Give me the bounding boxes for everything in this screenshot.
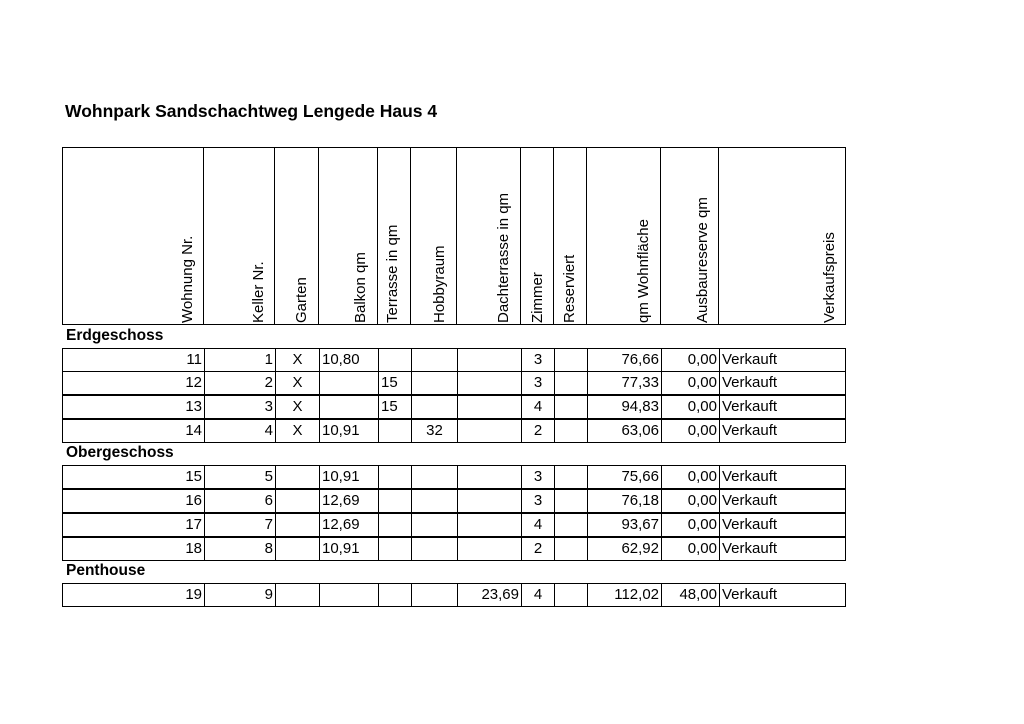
- table-cell: [319, 396, 378, 418]
- table-cell: Verkauft: [719, 396, 847, 418]
- table-row: [62, 513, 846, 537]
- table-cell: X: [275, 420, 319, 442]
- table-row: [62, 537, 846, 561]
- header-divider: [377, 147, 378, 325]
- table-cell: 18: [185, 540, 202, 557]
- table-cell: 32: [411, 420, 457, 442]
- table-cell: X: [275, 349, 319, 371]
- table-cell: 23,69: [457, 584, 521, 606]
- table-cell: 10,91: [319, 466, 378, 488]
- table-cell: 19: [185, 586, 202, 603]
- table-cell: 5: [204, 466, 275, 488]
- table-cell: [411, 538, 457, 560]
- table-cell: 0,00: [661, 538, 719, 560]
- table-cell: 4: [204, 420, 275, 442]
- table-cell: 4: [521, 514, 554, 536]
- table-cell: [411, 396, 457, 418]
- table-cell: [411, 349, 457, 371]
- column-header: Zimmer: [529, 272, 546, 323]
- table-cell: 14: [185, 422, 202, 439]
- table-cell: [378, 349, 411, 371]
- column-header: Verkaufspreis: [821, 232, 838, 323]
- table-cell: 112,02: [587, 584, 661, 606]
- table-cell: 2: [521, 538, 554, 560]
- table-cell: 2: [521, 420, 554, 442]
- table-cell: X: [275, 396, 319, 418]
- column-header: Hobbyraum: [431, 245, 448, 323]
- table-cell: [411, 490, 457, 512]
- table-cell: 12,69: [319, 490, 378, 512]
- section-heading: Penthouse: [66, 562, 146, 579]
- header-divider: [553, 147, 554, 325]
- table-cell: [378, 466, 411, 488]
- column-header: Keller Nr.: [250, 261, 267, 323]
- table-cell: [554, 396, 587, 418]
- table-cell: 62,92: [587, 538, 661, 560]
- table-cell: 12: [185, 374, 202, 391]
- column-header: Terrasse in qm: [384, 224, 401, 323]
- column-header: Wohnung Nr.: [179, 235, 196, 323]
- table-cell: [554, 514, 587, 536]
- table-cell: 10,91: [319, 538, 378, 560]
- table-cell: 12,69: [319, 514, 378, 536]
- table-cell: 0,00: [661, 396, 719, 418]
- table-row: [62, 371, 846, 395]
- table-cell: 17: [185, 516, 202, 533]
- table-cell: 1: [204, 349, 275, 371]
- table-cell: Verkauft: [719, 490, 847, 512]
- table-cell: [319, 584, 378, 606]
- table-cell: 0,00: [661, 514, 719, 536]
- table-cell: 15: [185, 468, 202, 485]
- table-cell: 0,00: [661, 466, 719, 488]
- table-row: [62, 348, 846, 372]
- page-title: Wohnpark Sandschachtweg Lengede Haus 4: [65, 101, 438, 121]
- table-cell: [457, 538, 521, 560]
- table-cell: Verkauft: [719, 420, 847, 442]
- table-cell: 8: [204, 538, 275, 560]
- column-header: qm Wohnfläche: [635, 219, 652, 323]
- table-cell: Verkauft: [719, 349, 847, 371]
- table-cell: 10,80: [319, 349, 378, 371]
- column-header: Reserviert: [561, 254, 578, 323]
- header-divider: [520, 147, 521, 325]
- table-cell: [554, 372, 587, 394]
- table-cell: Verkauft: [719, 514, 847, 536]
- column-header: Balkon qm: [352, 252, 369, 323]
- table-cell: [457, 466, 521, 488]
- table-cell: 0,00: [661, 349, 719, 371]
- table-cell: 77,33: [587, 372, 661, 394]
- table-cell: 0,00: [661, 372, 719, 394]
- table-cell: [554, 420, 587, 442]
- header-divider: [203, 147, 204, 325]
- table-cell: 7: [204, 514, 275, 536]
- table-cell: 75,66: [587, 466, 661, 488]
- table-cell: 48,00: [661, 584, 719, 606]
- table-cell: 9: [204, 584, 275, 606]
- header-divider: [660, 147, 661, 325]
- table-cell: [554, 538, 587, 560]
- table-cell: [275, 514, 319, 536]
- table-cell: 0,00: [661, 420, 719, 442]
- table-cell: Verkauft: [719, 538, 847, 560]
- table-row: [62, 419, 846, 443]
- table-cell: 4: [521, 584, 554, 606]
- table-cell: 93,67: [587, 514, 661, 536]
- section-heading: Erdgeschoss: [66, 327, 164, 344]
- table-cell: [378, 420, 411, 442]
- table-cell: [411, 584, 457, 606]
- table-row: [62, 465, 846, 489]
- table-cell: [457, 490, 521, 512]
- table-cell: [457, 372, 521, 394]
- table-cell: 4: [521, 396, 554, 418]
- header-divider: [718, 147, 719, 325]
- table-cell: Verkauft: [719, 372, 847, 394]
- table-cell: 3: [521, 372, 554, 394]
- table-cell: 10,91: [319, 420, 378, 442]
- table-row: [62, 583, 846, 607]
- header-divider: [274, 147, 275, 325]
- table-cell: [411, 514, 457, 536]
- table-cell: [275, 584, 319, 606]
- table-cell: 3: [204, 396, 275, 418]
- table-cell: 76,66: [587, 349, 661, 371]
- table-cell: 63,06: [587, 420, 661, 442]
- table-cell: Verkauft: [719, 584, 847, 606]
- table-row: [62, 395, 846, 419]
- header-divider: [318, 147, 319, 325]
- section-heading: Obergeschoss: [66, 444, 174, 461]
- table-cell: [275, 538, 319, 560]
- table-cell: [457, 396, 521, 418]
- table-cell: [411, 466, 457, 488]
- table-cell: Verkauft: [719, 466, 847, 488]
- table-cell: 15: [378, 372, 411, 394]
- table-cell: [457, 514, 521, 536]
- table-cell: [378, 538, 411, 560]
- table-cell: 15: [378, 396, 411, 418]
- table-cell: 3: [521, 466, 554, 488]
- header-divider: [410, 147, 411, 325]
- table-cell: 2: [204, 372, 275, 394]
- table-cell: [457, 349, 521, 371]
- table-cell: [275, 466, 319, 488]
- header-divider: [586, 147, 587, 325]
- table-cell: [554, 466, 587, 488]
- table-cell: [378, 514, 411, 536]
- table-cell: 6: [204, 490, 275, 512]
- table-cell: X: [275, 372, 319, 394]
- table-cell: 16: [185, 492, 202, 509]
- table-cell: [411, 372, 457, 394]
- table-cell: [554, 349, 587, 371]
- table-cell: [378, 490, 411, 512]
- table-cell: [554, 490, 587, 512]
- column-header: Garten: [293, 277, 310, 323]
- table-cell: [554, 584, 587, 606]
- column-header: Ausbaureserve qm: [694, 197, 711, 323]
- column-header: Dachterrasse in qm: [495, 192, 512, 323]
- table-cell: 3: [521, 490, 554, 512]
- table-cell: 13: [185, 398, 202, 415]
- table-cell: 94,83: [587, 396, 661, 418]
- table-row: [62, 489, 846, 513]
- table-cell: [275, 490, 319, 512]
- table-cell: 76,18: [587, 490, 661, 512]
- table-cell: [378, 584, 411, 606]
- table-cell: [457, 420, 521, 442]
- table-cell: [319, 372, 378, 394]
- table-cell: 3: [521, 349, 554, 371]
- table-cell: 11: [186, 351, 202, 368]
- table-cell: 0,00: [661, 490, 719, 512]
- header-divider: [456, 147, 457, 325]
